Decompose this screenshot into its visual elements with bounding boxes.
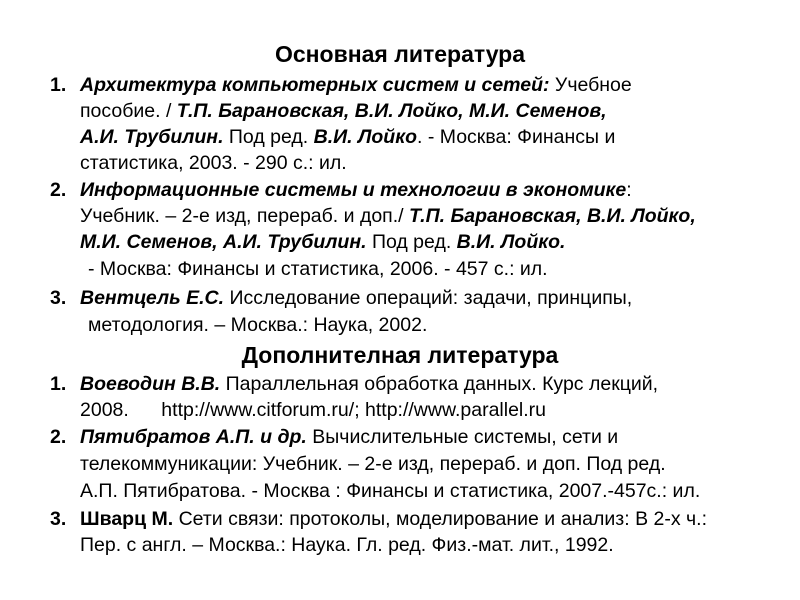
book-text: Под ред. <box>223 126 314 148</box>
book-author: Шварц М. <box>80 508 174 530</box>
list-item-line <box>80 72 632 98</box>
book-title: Архитектура компьютерных систем и сетей: <box>80 74 550 96</box>
list-item-line: методология. – Москва.: Наука, 2002. <box>88 314 428 336</box>
list-item-line: статистика, 2003. - 290 с.: ил. <box>80 152 347 174</box>
book-text: Под ред. <box>366 231 457 253</box>
list-item-line <box>80 506 707 532</box>
list-item-line: - Москва: Финансы и статистика, 2006. - 457 с.: ил. <box>88 258 548 280</box>
book-text: пособие. / <box>80 100 177 122</box>
list-item-number: 1. <box>50 74 67 96</box>
list-item-line: А.П. Пятибратова. - Москва : Финансы и статистика, 2007.-457с.: ил. <box>80 480 701 502</box>
list-item-line <box>80 124 615 150</box>
book-author: Вентцель Е.С. <box>80 287 225 309</box>
extra-literature-heading: Дополнителная литература <box>241 342 559 368</box>
list-item-number: 2. <box>50 179 67 201</box>
book-text: Учебник. – 2-е изд, перераб. и доп./ <box>80 205 409 227</box>
list-item-number: 1. <box>50 373 67 395</box>
book-author: Пятибратов А.П. и др. <box>80 426 307 448</box>
main-literature-heading: Основная литература <box>274 41 526 67</box>
book-authors: Т.П. Барановская, В.И. Лойко, М.И. Семенов, <box>176 100 607 122</box>
book-editor: В.И. Лойко <box>313 126 417 148</box>
book-authors: Т.П. Барановская, В.И. Лойко, <box>409 205 696 227</box>
list-item-line: телекоммуникации: Учебник. – 2-е изд, перераб. и доп. Под ред. <box>80 453 666 475</box>
list-item-line <box>80 229 565 255</box>
list-item-number: 2. <box>50 426 67 448</box>
list-item-line <box>80 424 618 450</box>
list-item-line: Пер. с англ. – Москва.: Наука. Гл. ред. Физ.-мат. лит., 1992. <box>80 534 614 556</box>
list-item-line <box>80 371 658 397</box>
book-text: Параллельная обработка данных. Курс лекций, <box>220 373 659 395</box>
book-text: Исследование операций: задачи, принципы, <box>224 287 633 309</box>
book-text: Учебное <box>549 74 632 96</box>
list-item-line <box>80 285 632 311</box>
list-item-line <box>80 98 607 124</box>
book-text: : <box>626 179 632 201</box>
book-text: Сети связи: протоколы, моделирование и анализ: В 2-х ч.: <box>173 508 707 530</box>
book-authors: А.И. Трубилин. <box>80 126 224 148</box>
list-item-line <box>80 203 696 229</box>
book-authors: М.И. Семенов, А.И. Трубилин. <box>80 231 367 253</box>
book-text: . - Москва: Финансы и <box>417 126 616 148</box>
book-text: Вычислительные системы, сети и <box>306 426 619 448</box>
list-item-line: 2008. http://www.citforum.ru/; http://www.parallel.ru <box>80 399 547 421</box>
book-editor: В.И. Лойко. <box>456 231 566 253</box>
list-item-line <box>80 177 632 203</box>
list-item-number: 3. <box>50 287 67 309</box>
book-title: Информационные системы и технологии в экономике <box>80 179 627 201</box>
book-author: Воеводин В.В. <box>80 373 221 395</box>
list-item-number: 3. <box>50 508 67 530</box>
